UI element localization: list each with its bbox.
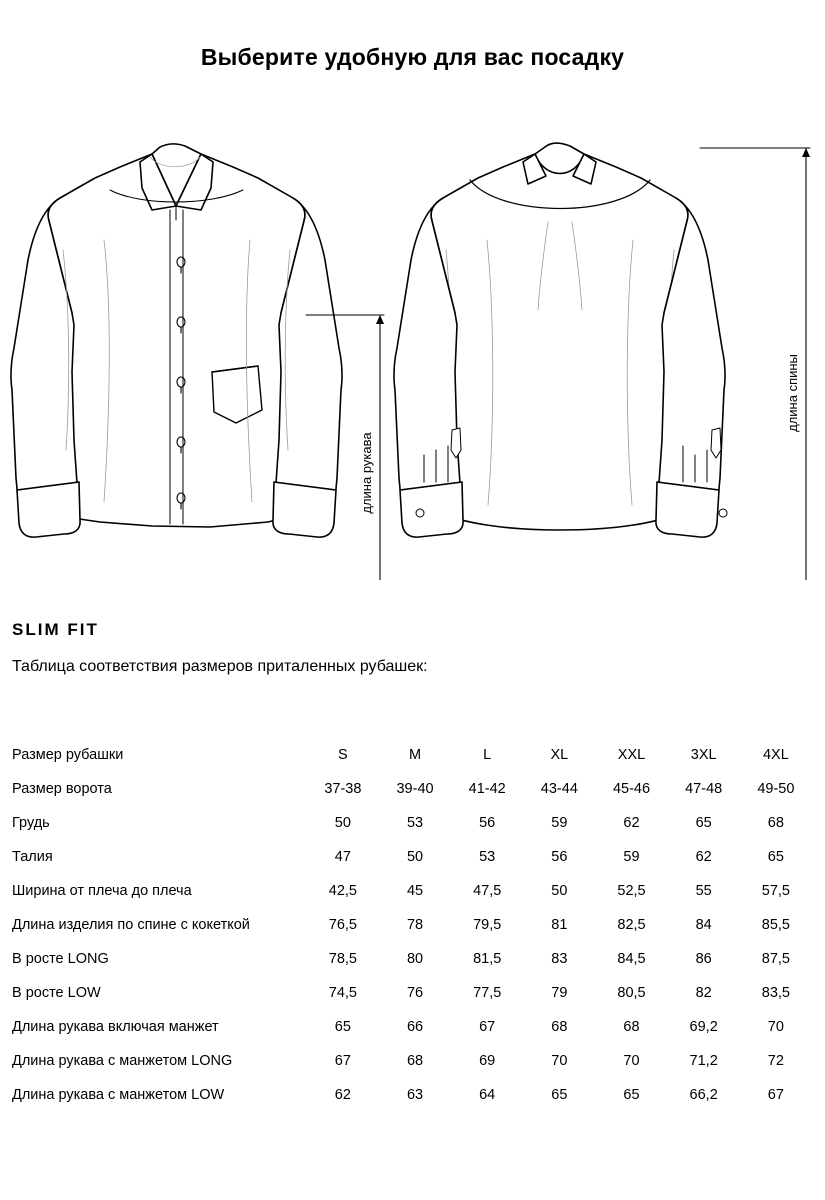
row-label: Размер ворота bbox=[12, 781, 112, 797]
table-cell: 87,5 bbox=[761, 951, 790, 967]
table-cell: 47,5 bbox=[473, 883, 502, 899]
table-cell: 69,2 bbox=[689, 1019, 718, 1035]
row-label: Грудь bbox=[12, 815, 50, 831]
table-cell: 72 bbox=[767, 1053, 784, 1069]
table-header-row bbox=[12, 738, 812, 772]
table-cell: 65 bbox=[334, 1019, 351, 1035]
table-cell: 76 bbox=[406, 985, 424, 1001]
table-column-header: M bbox=[408, 747, 422, 763]
back-shirt-illustration bbox=[394, 143, 727, 537]
table-cell: 56 bbox=[551, 849, 568, 865]
table-cell: 77,5 bbox=[473, 985, 502, 1001]
table-cell: 79 bbox=[551, 985, 568, 1001]
table-cell: 70 bbox=[623, 1053, 640, 1069]
table-cell: 82 bbox=[695, 985, 712, 1001]
table-cell: 81,5 bbox=[473, 951, 502, 967]
table-cell: 84,5 bbox=[617, 951, 646, 967]
table-cell: 68 bbox=[623, 1019, 640, 1035]
table-cell: 81 bbox=[551, 917, 568, 933]
table-cell: 50 bbox=[406, 849, 424, 865]
table-column-header: 4XL bbox=[762, 747, 789, 763]
table-row bbox=[12, 772, 812, 806]
table-cell: 78 bbox=[406, 917, 424, 933]
table-row bbox=[12, 1044, 812, 1078]
table-cell: 67 bbox=[479, 1019, 496, 1035]
table-cell: 45-46 bbox=[612, 781, 651, 797]
table-cell: 50 bbox=[334, 815, 351, 831]
table-column-header: XL bbox=[550, 747, 569, 763]
table-cell: 68 bbox=[406, 1053, 424, 1069]
table-cell: 79,5 bbox=[473, 917, 502, 933]
table-column-header: S bbox=[338, 747, 348, 763]
table-cell: 66,2 bbox=[689, 1087, 718, 1103]
table-cell: 49-50 bbox=[757, 781, 795, 797]
table-column-header: Размер рубашки bbox=[12, 747, 124, 763]
table-cell: 45 bbox=[406, 883, 424, 899]
table-cell: 68 bbox=[551, 1019, 568, 1035]
table-column-header: XXL bbox=[617, 747, 646, 763]
table-cell: 52,5 bbox=[617, 883, 646, 899]
table-cell: 41-42 bbox=[468, 781, 506, 797]
row-label: Талия bbox=[12, 849, 53, 865]
table-cell: 62 bbox=[623, 815, 640, 831]
table-cell: 39-40 bbox=[396, 781, 434, 797]
table-row bbox=[12, 874, 812, 908]
table-cell: 65 bbox=[551, 1087, 568, 1103]
table-cell: 57,5 bbox=[761, 883, 790, 899]
table-cell: 53 bbox=[406, 815, 424, 831]
shirt-diagram bbox=[0, 110, 825, 580]
table-cell: 65 bbox=[767, 849, 784, 865]
table-row bbox=[12, 1010, 812, 1044]
table-cell: 65 bbox=[695, 815, 712, 831]
table-cell: 43-44 bbox=[540, 781, 578, 797]
table-column-header: 3XL bbox=[690, 747, 717, 763]
table-row bbox=[12, 840, 812, 874]
table-cell: 37-38 bbox=[324, 781, 362, 797]
table-cell: 78,5 bbox=[328, 951, 357, 967]
table-cell: 47 bbox=[334, 849, 351, 865]
table-cell: 83,5 bbox=[761, 985, 790, 1001]
table-row bbox=[12, 1078, 812, 1112]
table-row bbox=[12, 806, 812, 840]
table-cell: 59 bbox=[551, 815, 568, 831]
row-label: В росте LONG bbox=[12, 951, 109, 967]
row-label: Длина рукава включая манжет bbox=[12, 1019, 219, 1035]
table-cell: 56 bbox=[479, 815, 496, 831]
table-cell: 84 bbox=[695, 917, 712, 933]
table-cell: 62 bbox=[334, 1087, 351, 1103]
back-length-label: длина спины bbox=[785, 354, 800, 432]
table-cell: 67 bbox=[334, 1053, 351, 1069]
table-cell: 50 bbox=[551, 883, 568, 899]
table-cell: 74,5 bbox=[328, 985, 357, 1001]
page-title: Выберите удобную для вас посадку bbox=[200, 44, 625, 70]
table-cell: 63 bbox=[406, 1087, 424, 1103]
table-row bbox=[12, 976, 812, 1010]
sleeve-length-label: длина рукава bbox=[359, 432, 374, 514]
table-row bbox=[12, 942, 812, 976]
table-cell: 80,5 bbox=[617, 985, 646, 1001]
row-label: В росте LOW bbox=[12, 985, 101, 1001]
table-cell: 66 bbox=[406, 1019, 424, 1035]
table-cell: 64 bbox=[479, 1087, 496, 1103]
row-label: Длина рукава с манжетом LONG bbox=[12, 1053, 233, 1069]
table-cell: 70 bbox=[767, 1019, 784, 1035]
table-cell: 62 bbox=[695, 849, 712, 865]
row-label: Ширина от плеча до плеча bbox=[12, 883, 192, 899]
fit-name: SLIM FIT bbox=[12, 620, 99, 639]
table-cell: 86 bbox=[695, 951, 712, 967]
row-label: Длина рукава с манжетом LOW bbox=[12, 1087, 225, 1103]
fit-description: Таблица соответствия размеров приталенных рубашек: bbox=[12, 658, 428, 675]
table-column-header: L bbox=[483, 747, 492, 763]
table-cell: 71,2 bbox=[689, 1053, 718, 1069]
table-cell: 80 bbox=[406, 951, 424, 967]
table-cell: 70 bbox=[551, 1053, 568, 1069]
row-label: Длина изделия по спине с кокеткой bbox=[12, 917, 250, 933]
table-cell: 47-48 bbox=[685, 781, 723, 797]
table-cell: 76,5 bbox=[328, 917, 357, 933]
front-shirt-illustration bbox=[11, 144, 342, 537]
shirt-diagram-svg bbox=[0, 110, 825, 580]
table-cell: 59 bbox=[623, 849, 640, 865]
table-cell: 85,5 bbox=[761, 917, 790, 933]
table-cell: 55 bbox=[695, 883, 712, 899]
table-cell: 42,5 bbox=[328, 883, 357, 899]
table-cell: 68 bbox=[767, 815, 784, 831]
table-cell: 67 bbox=[767, 1087, 784, 1103]
size-table bbox=[12, 738, 812, 1112]
table-cell: 65 bbox=[623, 1087, 640, 1103]
table-row bbox=[12, 908, 812, 942]
table-cell: 83 bbox=[551, 951, 568, 967]
table-cell: 53 bbox=[479, 849, 496, 865]
table-cell: 69 bbox=[479, 1053, 496, 1069]
table-cell: 82,5 bbox=[617, 917, 646, 933]
